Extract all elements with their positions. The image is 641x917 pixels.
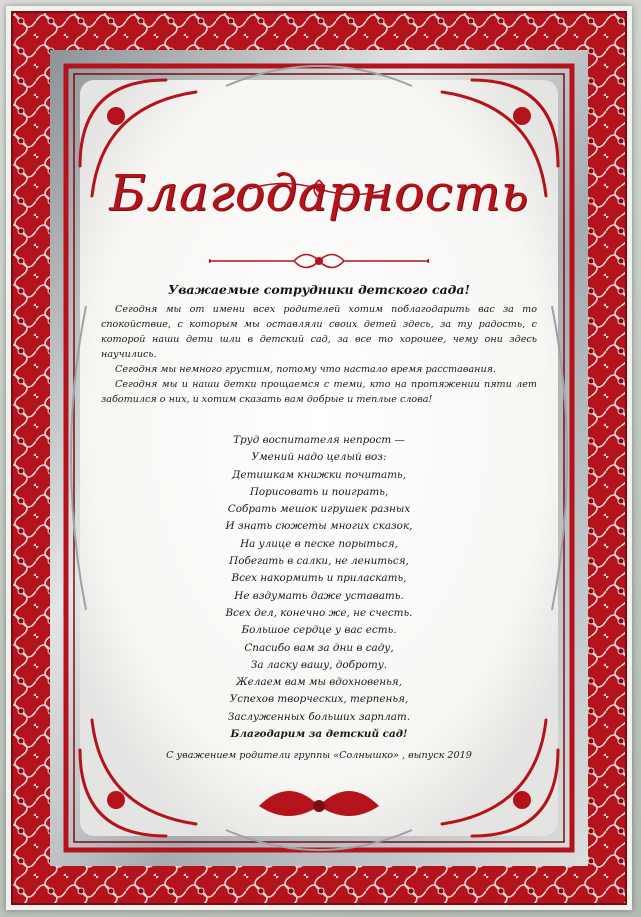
poem-line: Большое сердце у вас есть.: [241, 624, 397, 637]
poem-line: Спасибо вам за дни в саду,: [244, 641, 394, 654]
intro-paragraph: Сегодня мы немного грустим, потому что настало время расставания.: [115, 364, 497, 375]
intro-text: [101, 302, 537, 407]
poem-line: Труд воспитателя непрост —: [233, 434, 405, 446]
poem-line: Умений надо целый воз:: [251, 451, 387, 464]
poem-line: Собрать мешок игрушек разных: [227, 503, 411, 516]
poem-line: На улице в песке порыться,: [240, 537, 398, 550]
poem-line: За ласку вашу, доброту.: [250, 658, 388, 671]
poem-line: Всех накормить и приласкать,: [231, 572, 407, 585]
signature-line: С уважением родители группы «Солнышко» , выпуск 2019: [166, 750, 472, 761]
title-flourish-bottom: [209, 248, 429, 274]
poem-line: Успехов творческих, терпенья,: [229, 693, 409, 706]
poem-line: Побегать в салки, не лениться,: [229, 555, 409, 568]
poem: [101, 432, 537, 743]
poem-line: Заслуженных больших зарплат.: [227, 710, 411, 723]
poem-line: Всех дел, конечно же, не счесть.: [225, 606, 413, 619]
greeting-line: Уважаемые сотрудники детского сада!: [168, 282, 470, 297]
certificate-title: Благодарность: [109, 164, 529, 222]
poem-line: Не вздумать даже уставать.: [234, 589, 404, 602]
certificate-sheet: [6, 6, 632, 910]
poem-closing-line: Благодарим за детский сад!: [230, 728, 408, 741]
intro-paragraph: Сегодня мы и наши детки прощаемся с теми, кто на протяжении пяти лет заботился о них, и хотим сказать вам добрые и теплые слова!: [101, 379, 537, 405]
poem-line: Детишкам книжки почитать,: [231, 468, 407, 481]
certificate-content: [101, 126, 537, 786]
poem-line: И знать сюжеты многих сказок,: [225, 520, 413, 533]
poem-line: Желаем вам мы вдохновенья,: [236, 676, 402, 689]
intro-paragraph: Сегодня мы от имени всех родителей хотим поблагодарить вас за то спокойствие, с которым мы оставляли своих детей здесь, за ту радость, с которой наши дети шли в детский сад, за все то хорошее, чему они здесь научились.: [101, 304, 537, 360]
poem-line: Порисовать и поиграть,: [249, 485, 389, 498]
